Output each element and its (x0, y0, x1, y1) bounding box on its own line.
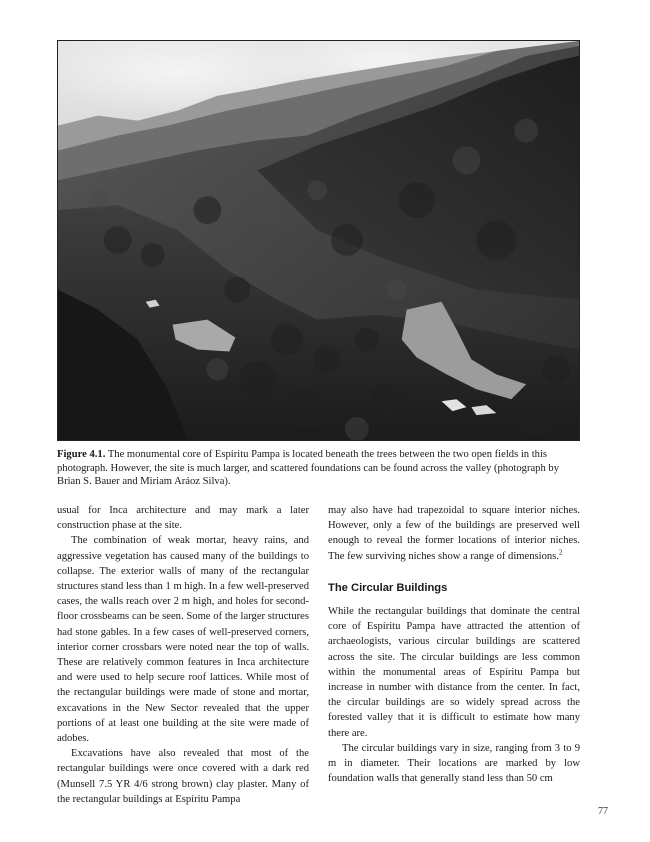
footnote-marker: 2 (558, 548, 563, 557)
figure-label: Figure 4.1. (57, 449, 106, 460)
right-text-column (328, 503, 580, 786)
right-paragraph-1-text: may also have had trapezoidal to square interior niches. However, only a few of the buildings are preserved well enough to reveal the former locations of interior niches. The few surviving niches show a range of dimensions. (328, 505, 580, 562)
left-paragraph-2: The combination of weak mortar, heavy rains, and aggressive vegetation has caused many of the buildings to collapse. The exterior walls of many of the rectangular structures stand less than 1 m high. In a few well-preserved cases, the walls reach over 2 m high, and holes for second-floor crossbeams can be seen. Some of the larger structures had stone gables. In a few cases of well-preserved corners, interior corner crossbars were noted near the top of walls. These are relatively common features in Inca architecture and were used to help secure roof lattices. While most of the rectangular buildings were made of stone and mortar, excavations in the New Sector revealed that the upper portions of at least one building at the site were made of adobes. (57, 535, 309, 745)
valley-landscape-image (58, 41, 579, 440)
left-text-column (57, 503, 309, 807)
valley-photograph (57, 40, 580, 441)
left-paragraph-1: usual for Inca architecture and may mark a later construction phase at the site. (57, 505, 309, 532)
figure-caption (57, 448, 580, 489)
right-paragraph-1 (328, 503, 580, 564)
left-paragraph-3: Excavations have also revealed that most of the rectangular buildings were once covered with a dark red (Munsell 7.5 YR 4/6 strong brown) clay plaster. Many of the rectangular buildings at Espíritu Pampa (57, 748, 309, 805)
right-paragraph-3: The circular buildings vary in size, ranging from 3 to 9 m in diameter. Their locations are marked by low foundation walls that generally stand less than 50 cm (328, 742, 580, 785)
figure-caption-text: The monumental core of Espíritu Pampa is located beneath the trees between the two open fields in this photograph. However, the site is much larger, and scattered foundations can be found across the valley (photograph by Brian S. Bauer and Miriam Aráoz Silva). (57, 449, 560, 488)
right-paragraph-2: While the rectangular buildings that dominate the central core of Espíritu Pampa have attracted the attention of archaeologists, various circular buildings are scattered across the site. The circular buildings are less common within the monumental areas of Espíritu Pampa but increase in number with distance from the center. In fact, the circular buildings are so widely spread across the forested valley that it is difficult to estimate how many there are. (328, 606, 580, 739)
page-number: 77 (598, 806, 608, 817)
section-heading: The Circular Buildings (328, 581, 448, 594)
